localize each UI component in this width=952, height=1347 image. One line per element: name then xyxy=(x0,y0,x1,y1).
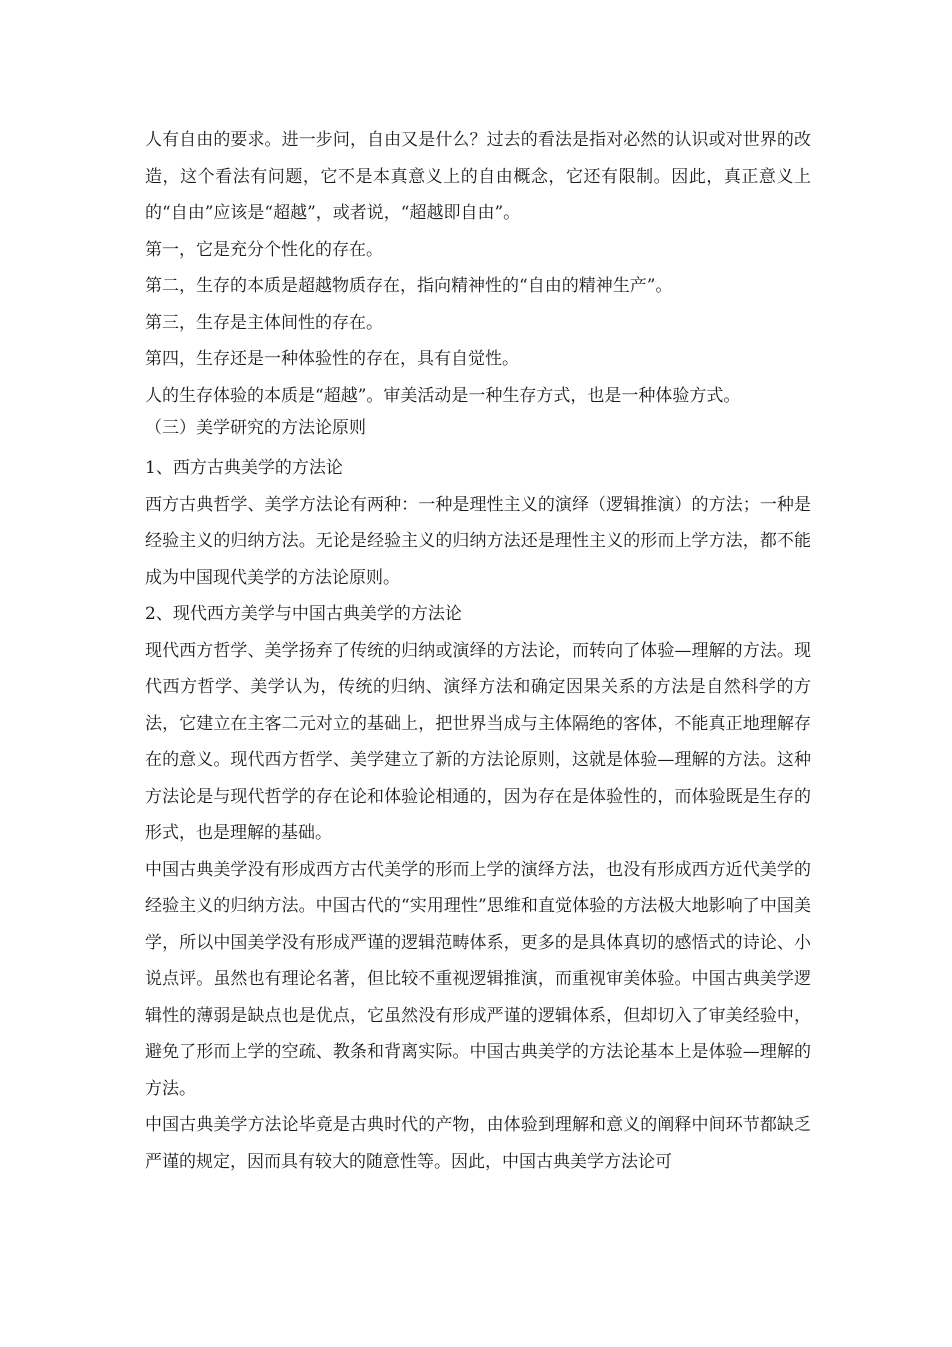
paragraph-chinese-limitations: 中国古典美学方法论毕竟是古典时代的产物，由体验到理解和意义的阐释中间环节都缺乏严谨的规定，因而具有较大的随意性等。因此，中国古典美学方法论可 xyxy=(145,1115,811,1172)
document-body xyxy=(145,122,811,1180)
list-item-third: 第三，生存是主体间性的存在。 xyxy=(145,312,383,333)
subheading-modern-western-chinese: 2、现代西方美学与中国古典美学的方法论 xyxy=(145,604,462,624)
paragraph-modern-western: 现代西方哲学、美学扬弃了传统的归纳或演绎的方法论，而转向了体验—理解的方法。现代西方哲学、美学认为，传统的归纳、演绎方法和确定因果关系的方法是自然科学的方法，它建立在主客二元对立的基础上，把世界当成与主体隔绝的客体，不能真正地理解存在的意义。现代西方哲学、美学建立了新的方法论原则，这就是体验—理解的方法。这种方法论是与现代哲学的存在论和体验论相通的，因为存在是体验性的，而体验既是生存的形式，也是理解的基础。 xyxy=(145,640,811,843)
paragraph-chinese-classical: 中国古典美学没有形成西方古代美学的形而上学的演绎方法，也没有形成西方近代美学的经验主义的归纳方法。中国古代的“实用理性”思维和直觉体验的方法极大地影响了中国美学，所以中国美学没有形成严谨的逻辑范畴体系，更多的是具体真切的感悟式的诗论、小说点评。虽然也有理论名著，但比较不重视逻辑推演，而重视审美体验。中国古典美学逻辑性的薄弱是缺点也是优点，它虽然没有形成严谨的逻辑体系，但却切入了审美经验中，避免了形而上学的空疏、教条和背离实际。中国古典美学的方法论基本上是体验—理解的方法。 xyxy=(145,859,811,1099)
section-heading-methodology: （三）美学研究的方法论原则 xyxy=(145,418,366,438)
list-item-second: 第二，生存的本质是超越物质存在，指向精神性的“自由的精神生产”。 xyxy=(145,276,673,296)
list-item-fourth: 第四，生存还是一种体验性的存在，具有自觉性。 xyxy=(145,349,519,369)
paragraph-western-classical: 西方古典哲学、美学方法论有两种：一种是理性主义的演绎（逻辑推演）的方法；一种是经验主义的归纳方法。无论是经验主义的归纳方法还是理性主义的形而上学方法，都不能成为中国现代美学的方法论原则。 xyxy=(145,494,811,588)
paragraph-freedom-transcendence: 人有自由的要求。进一步问，自由又是什么？过去的看法是指对必然的认识或对世界的改造，这个看法有问题，它不是本真意义上的自由概念，它还有限制。因此，真正意义上的“自由”应该是“超越”，或者说，“超越即自由”。 xyxy=(145,130,811,223)
list-item-first: 第一，它是充分个性化的存在。 xyxy=(145,239,383,260)
subheading-western-classical: 1、西方古典美学的方法论 xyxy=(145,458,343,478)
paragraph-experience: 人的生存体验的本质是“超越”。审美活动是一种生存方式，也是一种体验方式。 xyxy=(145,385,741,406)
